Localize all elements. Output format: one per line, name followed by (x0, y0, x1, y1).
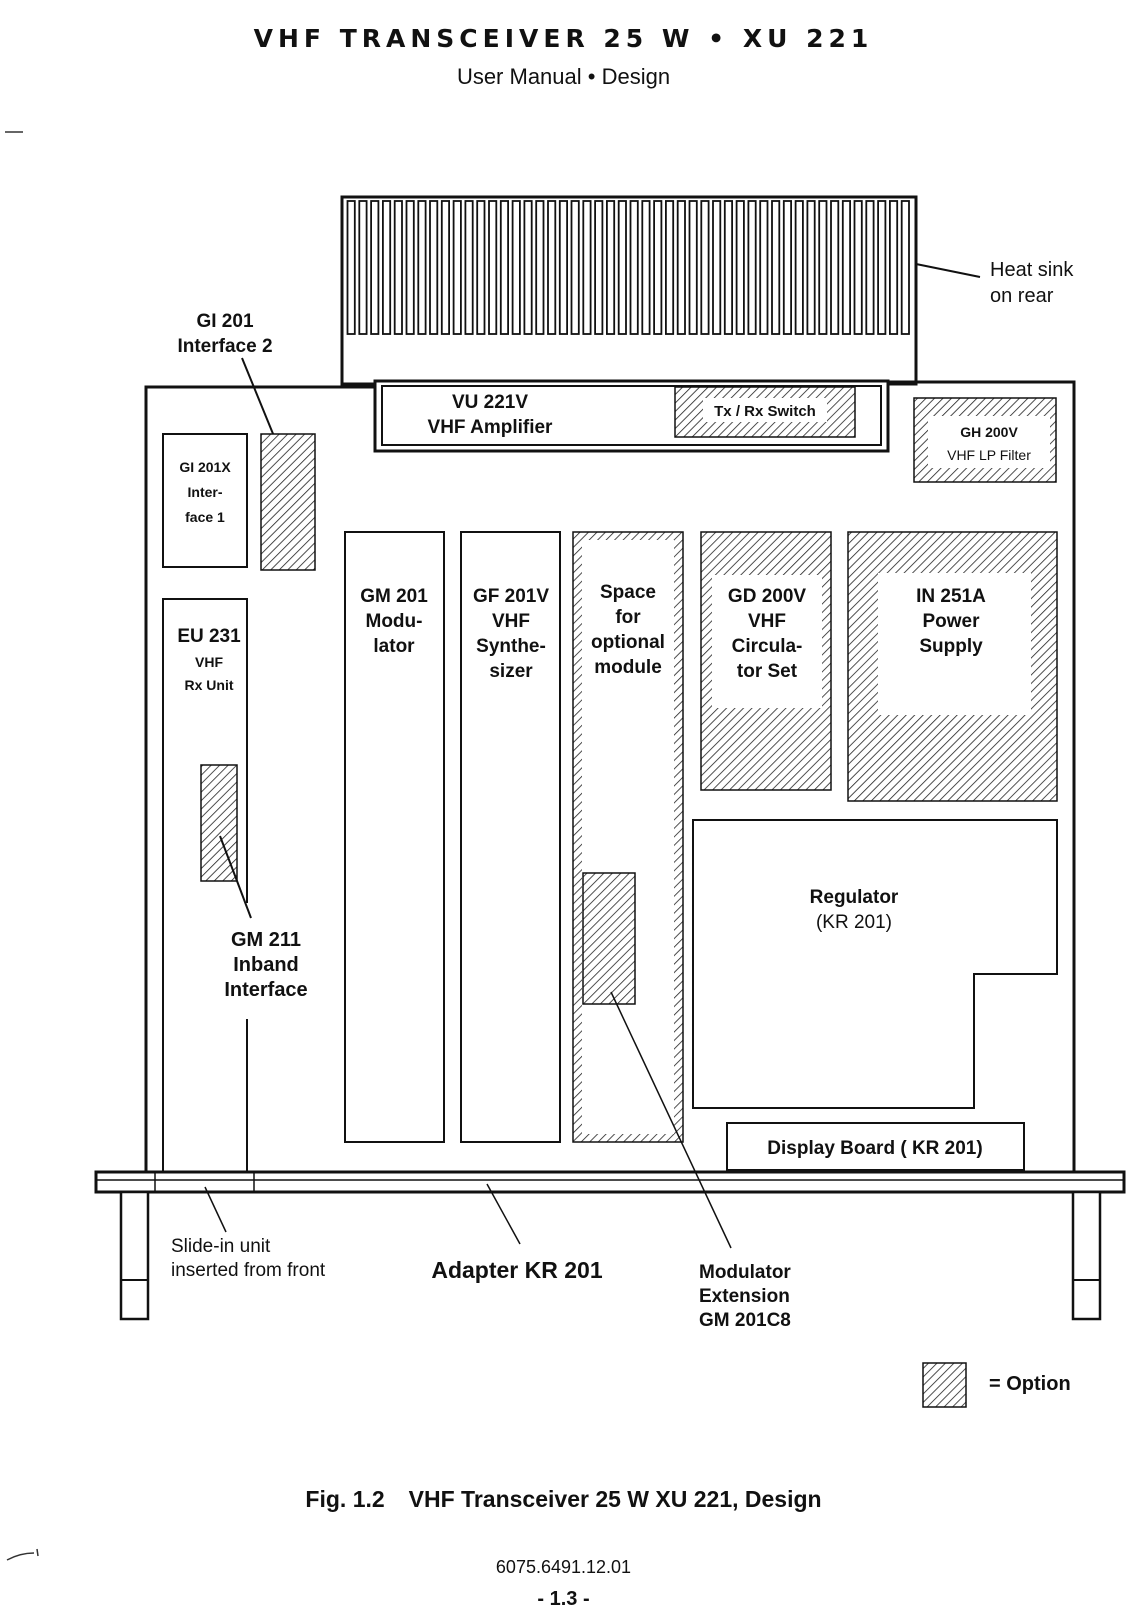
legend-option-swatch (923, 1363, 966, 1407)
gi201x-board (163, 434, 247, 567)
optional-space-label-1: Space (600, 582, 656, 603)
heat-sink-fin (418, 201, 425, 334)
optional-module-space (573, 532, 683, 1142)
figure-caption (0, 1486, 1127, 1513)
heat-sink-fin (748, 201, 755, 334)
gm211-option-board (201, 765, 237, 881)
heat-sink-fin (890, 201, 897, 334)
heat-sink-fin (572, 201, 579, 334)
vu221v-label-2: VHF Amplifier (427, 417, 553, 438)
adapter-bar (96, 1172, 1124, 1192)
optional-space-label-4: module (594, 657, 662, 678)
gh200v-label-1: GH 200V (960, 424, 1018, 440)
heat-sink-fin (902, 201, 909, 334)
regulator-board (693, 820, 1057, 1108)
heat-sink-fin (713, 201, 720, 334)
gd200v-label-1: GD 200V (727, 586, 807, 607)
gd200v-label-3: Circula- (731, 636, 803, 657)
heat-sink-fin (560, 201, 567, 334)
gm211-label-1: GM 211 (230, 929, 302, 951)
gi201x-label-2: Inter- (187, 484, 223, 500)
gm201-label-1: GM 201 (360, 586, 428, 607)
heat-sink-label-1: Heat sink (990, 259, 1074, 281)
optional-space-label-2: for (615, 607, 641, 628)
legend-option-label: = Option (989, 1373, 1071, 1395)
heat-sink-fin (725, 201, 732, 334)
heat-sink-fin (536, 201, 543, 334)
tx-rx-switch (675, 387, 855, 437)
heat-sink-fin (807, 201, 814, 334)
heat-sink-fin (430, 201, 437, 334)
heat-sink-fin (607, 201, 614, 334)
heat-sink-fin (760, 201, 767, 334)
heat-sink-leader (916, 264, 980, 277)
document-subtitle: User Manual • Design (456, 64, 671, 89)
gm211-label-2: Inband (233, 954, 299, 976)
gi201-label-1: GI 201 (196, 311, 254, 332)
heat-sink-fin (348, 201, 355, 334)
heat-sink-fin (678, 201, 685, 334)
heat-sink-fin (796, 201, 803, 334)
heat-sink-fin (666, 201, 673, 334)
modulator-ext-label-3: GM 201C8 (699, 1310, 791, 1331)
display-board-label: Display Board ( KR 201) (767, 1138, 983, 1159)
heat-sink-fin (383, 201, 390, 334)
gf201v-label-2: VHF (492, 611, 530, 632)
heat-sink-fin (866, 201, 873, 334)
heat-sink-fin (831, 201, 838, 334)
left-leg (121, 1192, 148, 1319)
in251a-label-2: Power (922, 611, 980, 632)
heat-sink-fin (631, 201, 638, 334)
heat-sink-fin (442, 201, 449, 334)
optional-space-label-3: optional (591, 632, 665, 653)
vu221v-label-1: VU 221V (451, 392, 529, 413)
heat-sink-fin (465, 201, 472, 334)
adapter-label: Adapter KR 201 (431, 1257, 603, 1283)
heat-sink-fin (619, 201, 626, 334)
gh200v-filter (914, 398, 1056, 482)
modulator-ext-label-2: Extension (699, 1286, 790, 1307)
heat-sink-fin (819, 201, 826, 334)
heat-sink-fin (701, 201, 708, 334)
gh200v-label-2: VHF LP Filter (947, 447, 1031, 463)
heat-sink-fin (548, 201, 555, 334)
gd200v-circulator (701, 532, 831, 790)
heat-sink-fin (477, 201, 484, 334)
gf201v-synthesizer (461, 532, 560, 1142)
eu231-label-2: VHF (195, 654, 223, 670)
gi201x-label-3: face 1 (185, 509, 225, 525)
heat-sink-fin (595, 201, 602, 334)
slide-in-label-1: Slide-in unit (171, 1236, 271, 1257)
heat-sink-fin (524, 201, 531, 334)
slide-in-leader (205, 1187, 226, 1232)
gf201v-label-1: GF 201V (472, 586, 550, 607)
gi201-option-board (261, 434, 315, 570)
gf201v-label-3: Synthe- (476, 636, 546, 657)
heat-sink-fin (513, 201, 520, 334)
right-leg (1073, 1192, 1100, 1319)
gm201-modulator (345, 532, 444, 1142)
heat-sink-fin (454, 201, 461, 334)
heat-sink (342, 197, 916, 384)
eu231-label-1: EU 231 (177, 626, 241, 647)
slide-in-label-2: inserted from front (171, 1260, 326, 1281)
gf201v-label-4: sizer (489, 661, 533, 682)
heat-sink-fin (489, 201, 496, 334)
heat-sink-fin (843, 201, 850, 334)
gd200v-label-4: tor Set (736, 661, 798, 682)
heat-sink-fin (690, 201, 697, 334)
gi201-label-2: Interface 2 (177, 336, 273, 357)
legend (923, 1363, 1071, 1407)
heat-sink-fin (855, 201, 862, 334)
figure-number: Fig. 1.2 (305, 1486, 385, 1512)
gm201-label-3: lator (373, 636, 415, 657)
document-number: 6075.6491.12.01 (495, 1557, 632, 1577)
eu231-label-3: Rx Unit (184, 677, 234, 693)
gd200v-label-2: VHF (748, 611, 786, 632)
eu231-rx-unit (163, 599, 247, 1177)
heat-sink-fin (407, 201, 414, 334)
gm211-label-3: Interface (224, 979, 308, 1001)
heat-sink-fin (784, 201, 791, 334)
heat-sink-fin (395, 201, 402, 334)
heat-sink-fin (772, 201, 779, 334)
display-board (727, 1123, 1024, 1170)
heat-sink-fin (371, 201, 378, 334)
modulator-extension-board (583, 873, 635, 1004)
heat-sink-fin (878, 201, 885, 334)
heat-sink-fin (654, 201, 661, 334)
gi201x-label-1: GI 201X (179, 459, 231, 475)
heat-sink-fin (359, 201, 366, 334)
in251a-label-1: IN 251A (916, 586, 986, 607)
modulator-ext-label-1: Modulator (699, 1262, 791, 1283)
regulator-label-2: (KR 201) (815, 912, 893, 933)
heat-sink-fin (737, 201, 744, 334)
gm201-label-2: Modu- (365, 611, 423, 632)
figure-caption-text: VHF Transceiver 25 W XU 221, Design (408, 1486, 822, 1512)
tx-rx-switch-label: Tx / Rx Switch (714, 403, 816, 420)
heat-sink-fin (501, 201, 508, 334)
heat-sink-fin (642, 201, 649, 334)
heat-sink-label-2: on rear (990, 285, 1054, 307)
document-title: VHF TRANSCEIVER 25 W • XU 221 (253, 24, 874, 53)
heat-sink-fin (583, 201, 590, 334)
in251a-power-supply (848, 532, 1057, 801)
regulator-label-1: Regulator (809, 887, 899, 908)
in251a-label-3: Supply (919, 636, 983, 657)
page-number: - 1.3 - (537, 1588, 590, 1610)
